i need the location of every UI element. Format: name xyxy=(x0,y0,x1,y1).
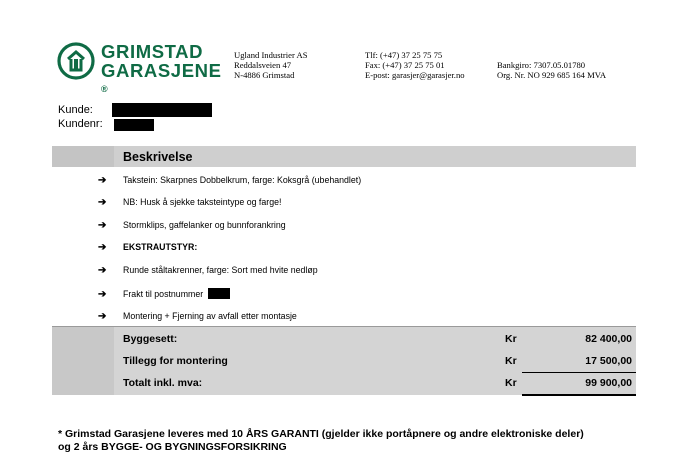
item-text: Stormklips, gaffelanker og bunnforankring xyxy=(123,220,286,230)
company-bank xyxy=(497,60,606,80)
total-currency: Kr xyxy=(505,377,517,389)
total-amount-montering: 17 500,00 xyxy=(585,355,632,367)
arrow-right-icon: ➔ xyxy=(98,242,107,253)
org-number: Org. Nr. NO 929 685 164 MVA xyxy=(497,70,607,81)
table-header-title: Beskrivelse xyxy=(123,150,193,164)
arrow-right-icon: ➔ xyxy=(98,197,107,208)
company-contact xyxy=(365,50,465,81)
warranty-line-2: og 2 års BYGGE- OG BYGNINGSFORSIKRING xyxy=(58,441,287,453)
bank-giro: Bankgiro: 7307.05.01780 xyxy=(497,60,586,70)
list-item xyxy=(98,218,286,232)
total-amount-byggesett: 82 400,00 xyxy=(585,333,632,345)
customer-number-label: Kundenr: xyxy=(58,118,103,130)
logo-line-2: GARASJENE xyxy=(101,60,222,81)
list-item xyxy=(98,309,297,323)
garage-logo-icon xyxy=(57,42,95,80)
arrow-right-icon: ➔ xyxy=(98,220,107,231)
customer-label: Kunde: xyxy=(58,104,93,116)
list-item xyxy=(98,263,318,277)
contact-email: E-post: garasjer@garasjer.no xyxy=(365,70,465,81)
total-label-montering: Tillegg for montering xyxy=(123,355,228,367)
logo-line-1: GRIMSTAD xyxy=(101,41,204,62)
company-logo xyxy=(57,41,227,94)
logo-registered-mark: ® xyxy=(101,84,109,94)
sum-underline xyxy=(522,372,636,373)
total-currency: Kr xyxy=(505,333,517,345)
company-name: Ugland Industrier AS xyxy=(234,50,308,60)
list-item xyxy=(98,287,203,301)
item-text: Runde ståltakrenner, farge: Sort med hvite nedløp xyxy=(123,265,318,275)
company-street: Reddalsveien 47 xyxy=(234,60,292,71)
grand-total-underline xyxy=(522,394,636,396)
totals-gutter xyxy=(52,327,114,395)
list-item xyxy=(98,195,281,209)
warranty-note xyxy=(58,428,658,454)
total-label-grand: Totalt inkl. mva: xyxy=(123,377,203,389)
item-text: Frakt til postnummer xyxy=(123,289,204,299)
item-text: EKSTRAUTSTYR: xyxy=(123,242,198,252)
total-currency: Kr xyxy=(505,355,517,367)
arrow-right-icon: ➔ xyxy=(98,175,107,186)
total-label-byggesett: Byggesett: xyxy=(123,333,178,345)
contact-fax: Fax: (+47) 37 25 75 01 xyxy=(365,60,445,71)
contact-phone: Tlf: (+47) 37 25 75 75 xyxy=(365,50,443,60)
list-item xyxy=(98,173,361,187)
arrow-right-icon: ➔ xyxy=(98,289,107,300)
customer-number-redaction xyxy=(114,119,154,131)
arrow-right-icon: ➔ xyxy=(98,265,107,276)
item-text: Montering + Fjerning av avfall etter montasje xyxy=(123,311,297,321)
total-amount-grand: 99 900,00 xyxy=(585,377,632,389)
table-header-gutter xyxy=(52,146,114,167)
company-city: N-4886 Grimstad xyxy=(234,70,295,81)
postcode-redaction xyxy=(208,288,230,299)
arrow-right-icon: ➔ xyxy=(98,311,107,322)
list-item xyxy=(98,240,197,254)
item-text: NB: Husk å sjekke taksteintype og farge! xyxy=(123,197,282,207)
item-text: Takstein: Skarpnes Dobbelkrum, farge: Koksgrå (ubehandlet) xyxy=(123,175,362,185)
warranty-line-1: * Grimstad Garasjene leveres med 10 ÅRS GARANTI (gjelder ikke portåpnere og andre elektroniske deler) xyxy=(58,428,584,440)
customer-name-redaction xyxy=(112,103,212,117)
company-address xyxy=(234,50,308,81)
